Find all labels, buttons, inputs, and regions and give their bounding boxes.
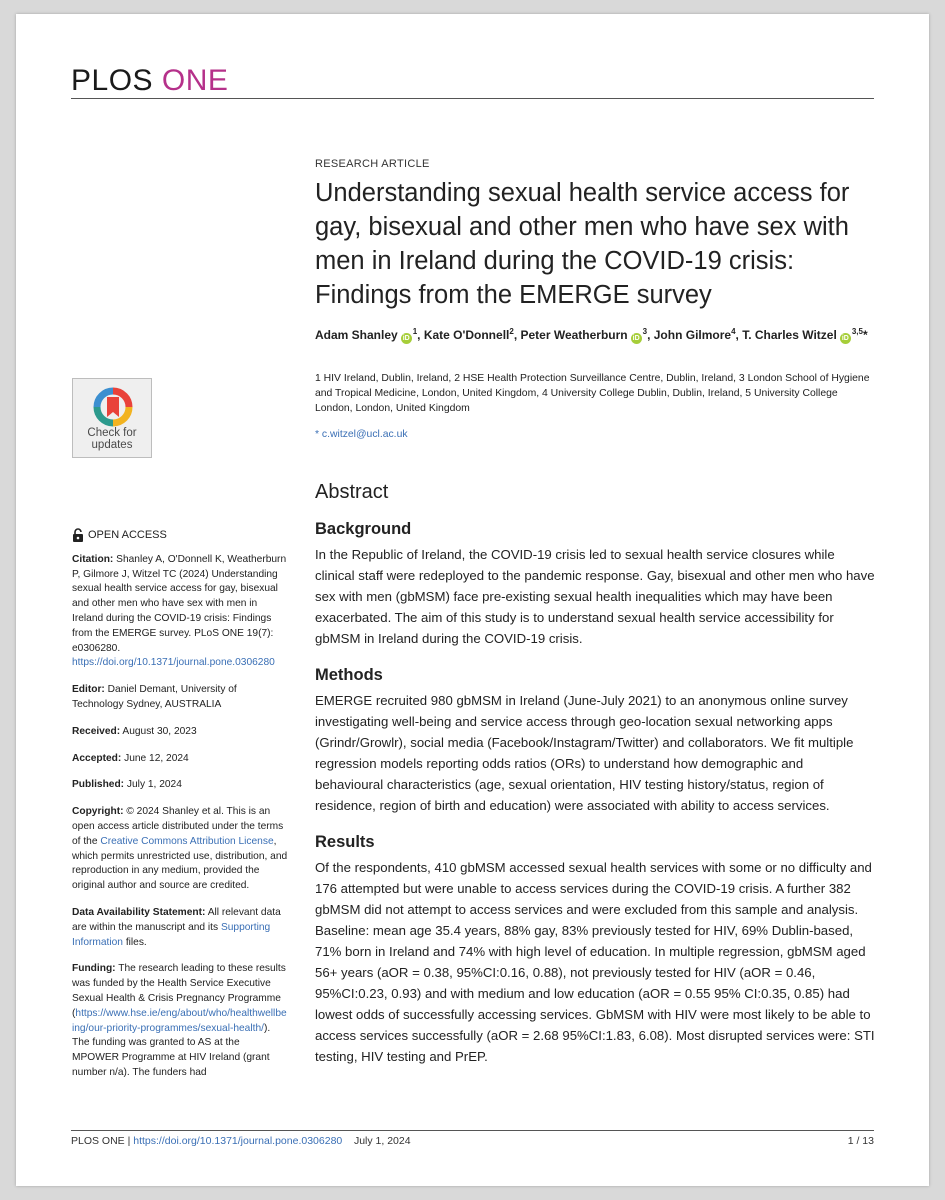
affiliations: 1 HIV Ireland, Dublin, Ireland, 2 HSE Health Protection Surveillance Centre, Dublin, Ireland, 3 London School of Hygiene and Tropical Medicine, London, United Kingdom, 4 University College Dublin, Dublin, Ireland, 5 University College London, London, United Kingdom — [315, 373, 870, 414]
article-metadata-sidebar — [72, 528, 288, 1093]
data-availability-block: Data Availability Statement: All relevant data are within the manuscript and its Supporting Information files. — [72, 906, 281, 948]
section-text: Of the respondents, 410 gbMSM accessed sexual health services with some or no difficulty and 176 attempted but were unable to access services during the COVID-19 crisis. A further 382 gbMSM did not attempt to access services and were excluded from this sample and analysis. Baseline: mean age 35.4 years, 88% gay, 83% previously tested for HIV, 69% Dublin-based, 71% born in Ireland and 74% with high level of education. In multiple regression, gbMSM aged 56+ years (aOR = 0.38, 95%CI:0.16, 0.88), not previously tested for HIV (aOR = 0.46, 95%CI:0.23, 0.93) and with medium and low education (aOR = 0.55 95% CI:0.35, 0.85) had lowest odds of successfully accessing services. GbMSM with HIV were most likely to be able to access services successfully (aOR = 2.68 95%CI:1.83, 6.08). Most disrupted services were: STI testing, HIV testing and PrEP. — [315, 860, 875, 1064]
abstract-heading: Abstract — [315, 481, 389, 503]
section-heading: Background — [315, 520, 412, 538]
check-for-updates-badge[interactable] — [72, 378, 152, 458]
citation-doi-link[interactable]: https://doi.org/10.1371/journal.pone.0306280 — [72, 657, 275, 669]
open-lock-icon — [72, 528, 84, 542]
article-title: Understanding sexual health service access for gay, bisexual and other men who have sex with men in Ireland during the COVID-19 crisis: Findings from the EMERGE survey — [315, 179, 850, 309]
received-block: Received: August 30, 2023 — [72, 725, 197, 737]
crossmark-icon — [92, 387, 134, 427]
journal-logo — [71, 64, 228, 98]
citation-block: Citation: Shanley A, O'Donnell K, Weatherburn P, Gilmore J, Witzel TC (2024) Understanding sexual health service access for gay, bisexual and other men who have sex with men in Ireland during the COVID-19 crisis: Findings from the EMERGE survey. PLoS ONE 19(7): e0306280. https://doi.org/10.1371/journal.pone.0306280 — [72, 553, 287, 669]
badge-line-2: updates — [91, 439, 133, 451]
page-footer — [71, 1130, 874, 1147]
author[interactable]: T. Charles Witzel iD$^{3,5}$* — [742, 327, 868, 342]
corresponding-email[interactable]: * c.witzel@ucl.ac.uk — [315, 429, 408, 440]
author[interactable]: Peter Weatherburn $iD^3$ — [520, 327, 648, 342]
author-list: Adam Shanley $iD^1$, Kate O'Donnell$^2$, Peter Weatherburn $iD^3$, John Gilmore$^4$, T. Charles Witzel iD$^{3,5}$* — [315, 327, 868, 342]
section-results — [315, 833, 875, 1067]
page-number: 1 / 13 — [847, 1135, 874, 1147]
paper-page — [16, 14, 929, 1186]
badge-line-1: Check for — [87, 427, 137, 439]
section-methods — [315, 666, 875, 816]
section-heading: Methods — [315, 666, 383, 684]
abstract-body — [315, 520, 875, 1067]
article-type: RESEARCH ARTICLE — [315, 158, 430, 170]
author[interactable]: Adam Shanley $iD^1$ — [315, 327, 418, 342]
open-access-label: OPEN ACCESS — [72, 528, 288, 543]
accepted-block: Accepted: June 12, 2024 — [72, 752, 189, 764]
funding-link[interactable]: https://www.hse.ie/eng/about/who/healthwellbeing/our-priority-programmes/sexual-health/ — [72, 1007, 287, 1034]
logo-one: ONE — [161, 64, 229, 97]
orcid-icon[interactable]: iD — [841, 335, 849, 342]
footer-journal: PLOS ONE | — [71, 1135, 134, 1147]
section-text: EMERGE recruited 980 gbMSM in Ireland (June-July 2021) to an anonymous online survey investigating well-being and service access through geo-location sexual networking apps (Grindr/Growlr), social media (Facebook/Instagram/Twitter) and collaborators. We fit multiple regression models reporting odds ratios (ORs) to understand how demographic and behavioural characteristics (age, sexual orientation, HIV testing history/status, region of residence, region of birth and education) were associated with ability to access services. — [315, 693, 854, 813]
section-text: In the Republic of Ireland, the COVID-19 crisis led to sexual health service closures while clinical staff were redeployed to the pandemic response. Gay, bisexual and other men who have sex with men (gbMSM) face pre-existing sexual health inequalities which may have been exacerbated. The aim of this study is to understand sexual health service accessibility for gbMSM in Ireland during the COVID-19 crisis. — [315, 547, 875, 646]
section-background — [315, 520, 875, 649]
author[interactable]: John Gilmore$^4$ — [653, 327, 736, 342]
footer-date: July 1, 2024 — [353, 1135, 411, 1147]
funding-block: Funding: The research leading to these results was funded by the Health Service Executive Sexual Health & Crisis Pregnancy Programme (https://www.hse.ie/eng/about/who/healthwellbeing/our-priority-programmes/sexual-health/). The funding was granted to AS at the MPOWER Programme at HIV Ireland (grant number n/a). The funders had — [72, 963, 287, 1078]
logo-plos: PLOS — [71, 64, 154, 97]
header-divider — [71, 98, 874, 99]
supporting-information-link[interactable]: Supporting Information — [72, 921, 271, 948]
author[interactable]: Kate O'Donnell$^2$ — [423, 327, 514, 342]
section-heading: Results — [315, 833, 375, 851]
copyright-block: Copyright: © 2024 Shanley et al. This is an open access article distributed under the terms of the Creative Commons Attribution License, which permits unrestricted use, distribution, and reproduction in any medium, provided the original author and source are credited. — [72, 806, 288, 892]
editor-block: Editor: Daniel Demant, University of Technology Sydney, AUSTRALIA — [72, 684, 237, 710]
published-block: Published: July 1, 2024 — [72, 779, 182, 791]
footer-doi-link[interactable]: https://doi.org/10.1371/journal.pone.0306280 — [133, 1135, 343, 1147]
orcid-icon[interactable]: iD — [632, 335, 640, 342]
license-link[interactable]: Creative Commons Attribution License — [100, 835, 274, 847]
orcid-icon[interactable]: iD — [402, 335, 410, 342]
